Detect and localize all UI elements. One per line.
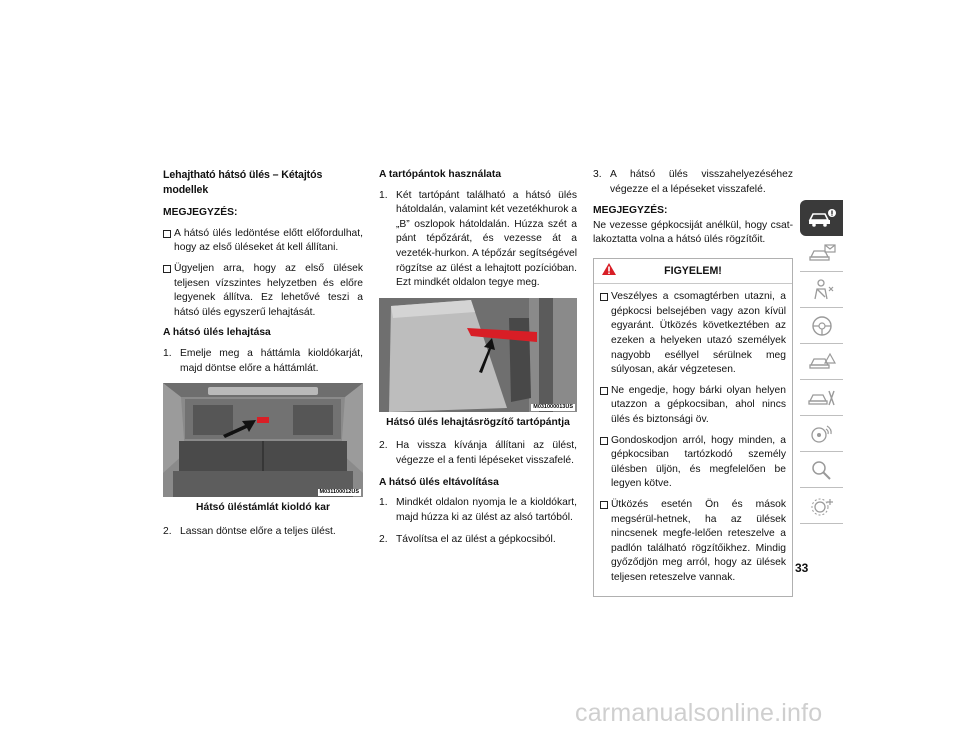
step-text: Lassan döntse előre a teljes ülést. (180, 525, 336, 537)
tab-specifications[interactable] (800, 488, 843, 524)
gear-specs-icon (807, 495, 837, 517)
tab-multimedia[interactable] (800, 416, 843, 452)
warning-text: Ne engedje, hogy bárki olyan helyen utazzon a gépkocsiban, ahol nincs ülés és biztonsági öv. (611, 384, 786, 425)
search-icon (807, 459, 837, 481)
step-number: 2. (379, 440, 388, 452)
step-text: A hátsó ülés visszahelyezéséhez végezze el a lépéseket visszafelé. (610, 169, 793, 195)
warning-item (600, 434, 786, 492)
warning-title: FIGYELEM! (664, 265, 722, 278)
remove-heading: A hátsó ülés eltávolítása (379, 476, 499, 488)
step-text: Távolítsa el az ülést a gépkocsiból. (396, 533, 556, 545)
section-title: Lehajtható hátsó ülés – Kétajtós modellek (163, 169, 323, 197)
seatback-release-figure (163, 383, 363, 497)
step-text: Emelje meg a háttámla kioldókarját, majd döntse előre a háttámlát. (180, 347, 363, 374)
note-text: A hátsó ülés ledöntése előtt előfordulhat, hogy az első üléseket át kell állítani. (174, 227, 363, 254)
warning-triangle-icon (602, 263, 616, 275)
tab-servicing[interactable] (800, 380, 843, 416)
tab-safety[interactable] (800, 272, 843, 308)
page-number: 33 (795, 561, 809, 575)
checkbox-bullet-icon (163, 230, 171, 238)
note-text: Ne vezesse gépkocsiját anélkül, hogy csat-lakoztatta volna a hátsó ülés rögzítőit. (593, 219, 793, 246)
tab-vehicle-info[interactable] (800, 200, 843, 236)
tab-getting-to-know[interactable] (800, 236, 843, 272)
step-number: 1. (163, 347, 172, 359)
warning-text: Gondoskodjon arról, hogy minden, a gépkocsiban tartózkodó személy ülésben üljön, és megfelelően be legyen kötve. (611, 434, 786, 490)
warning-text: Ütközés esetén Ön és mások megsérül-hetnek, ha az ülések nincsenek megfe-lelően reteszelve a padlón található rögzítőikhez. Mindig győződjön meg arról, hogy az ülések teljesen reteszelve vannak. (611, 499, 786, 584)
warning-item (600, 384, 786, 428)
warning-item (600, 290, 786, 378)
note-heading: MEGJEGYZÉS: (163, 207, 238, 219)
column-left (163, 168, 363, 546)
watermark: carmanualsonline.info (575, 699, 823, 727)
note-item (163, 227, 363, 256)
checkbox-bullet-icon (600, 437, 608, 445)
tab-emergency[interactable] (800, 344, 843, 380)
strap-illustration (379, 298, 577, 412)
cargo-area-illustration (163, 383, 363, 497)
step-item (163, 347, 363, 376)
column-right (593, 168, 793, 597)
step-item (593, 168, 793, 197)
steering-wheel-icon (807, 315, 837, 337)
step-number: 2. (163, 525, 172, 537)
step-item (379, 189, 577, 291)
checkbox-bullet-icon (600, 293, 608, 301)
step-item (379, 533, 577, 548)
checkbox-bullet-icon (163, 265, 171, 273)
step-item (379, 496, 577, 525)
column-middle (379, 168, 577, 554)
seatbelt-person-icon (807, 279, 837, 301)
chapter-tabs (800, 200, 843, 524)
figure-caption: Hátsó ülés lehajtásrögzítő tartópántja (386, 416, 570, 428)
straps-heading: A tartópántok használata (379, 169, 502, 180)
step-text: Mindkét oldalon nyomja le a kioldókart, majd húzza ki az ülést az alsó tartóból. (396, 497, 577, 523)
checkbox-bullet-icon (600, 501, 608, 509)
warning-box (593, 258, 793, 597)
step-item (163, 525, 363, 540)
fold-heading: A hátsó ülés lehajtása (163, 327, 271, 339)
step-item (379, 439, 577, 468)
retaining-strap-figure (379, 298, 577, 412)
step-number: 1. (379, 189, 388, 201)
note-text: Ügyeljen arra, hogy az első ülések teljesen vízszintes helyzetben és előre legyenek állítva. Ez lehetővé teszi a hátsó ülés egyszerű lehajtását. (174, 262, 363, 318)
step-number: 3. (593, 169, 602, 180)
car-warning-icon (807, 351, 837, 373)
car-tools-icon (807, 387, 837, 409)
warning-text: Veszélyes a csomagtérben utazni, a gépkocsi belsejében vagy azon kívül egyaránt. Ütközés következtében az ezeken a helyeken utazó személyek nagyobb eséllyel sérülnek meg súlyosan, akár végzetesen. (611, 291, 786, 376)
step-text: Ha vissza kívánja állítani az ülést, végezze el a fenti lépéseket visszafelé. (396, 440, 577, 467)
figure-caption: Hátsó üléstámlát kioldó kar (196, 502, 330, 514)
car-mail-icon (807, 243, 837, 265)
figure-id: M031100012US (319, 489, 359, 496)
warning-item (600, 498, 786, 586)
tab-starting-operating[interactable] (800, 308, 843, 344)
car-info-icon (807, 208, 837, 228)
step-number: 2. (379, 533, 388, 545)
checkbox-bullet-icon (600, 387, 608, 395)
step-text: Két tartópánt található a hátsó ülés hátoldalán, valamint két vezetékhurok a „B” oszlopok hátoldalán. Húzza szét a pánt tépőzárát, és vezesse át a vezeték-hurkon. A tépőzár segítségével rögzítse az ülést a lehajtott pozícióban. Ezt mindkét oldalon tegye meg. (396, 189, 577, 289)
figure-id: M031000013US (533, 403, 573, 410)
warning-header (594, 259, 792, 284)
note-item (163, 262, 363, 320)
tab-search[interactable] (800, 452, 843, 488)
note-heading: MEGJEGYZÉS: (593, 205, 668, 217)
step-number: 1. (379, 497, 388, 509)
multimedia-icon (807, 423, 837, 445)
